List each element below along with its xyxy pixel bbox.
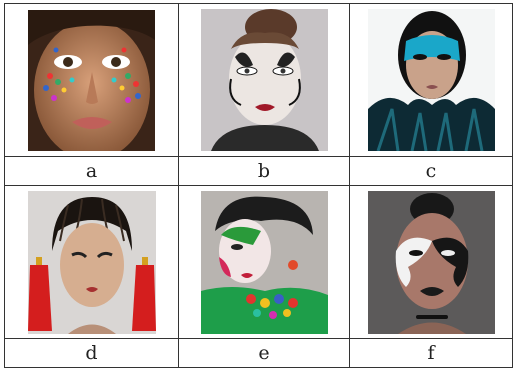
portrait-braids-red-tassels-icon xyxy=(28,191,156,334)
label-d: d xyxy=(5,339,179,368)
portrait-ornate-white-black-makeup-icon xyxy=(201,9,328,151)
portrait-blue-eyeshadow-feathers-icon xyxy=(368,9,495,151)
portrait-green-red-color-block-makeup-icon xyxy=(201,191,328,334)
portrait-colorful-dots-makeup-icon xyxy=(28,10,155,151)
cell-image-b xyxy=(179,4,350,157)
label-e: e xyxy=(179,339,350,368)
cell-image-d xyxy=(5,186,179,339)
label-f: f xyxy=(350,339,513,368)
makeup-figure-table xyxy=(4,3,513,368)
cell-image-c xyxy=(350,4,513,157)
cell-image-a xyxy=(5,4,179,157)
cell-image-f xyxy=(350,186,513,339)
cell-image-e xyxy=(179,186,350,339)
label-c: c xyxy=(350,157,513,186)
label-a: a xyxy=(5,157,179,186)
label-b: b xyxy=(179,157,350,186)
portrait-yin-yang-face-paint-icon xyxy=(368,191,495,334)
